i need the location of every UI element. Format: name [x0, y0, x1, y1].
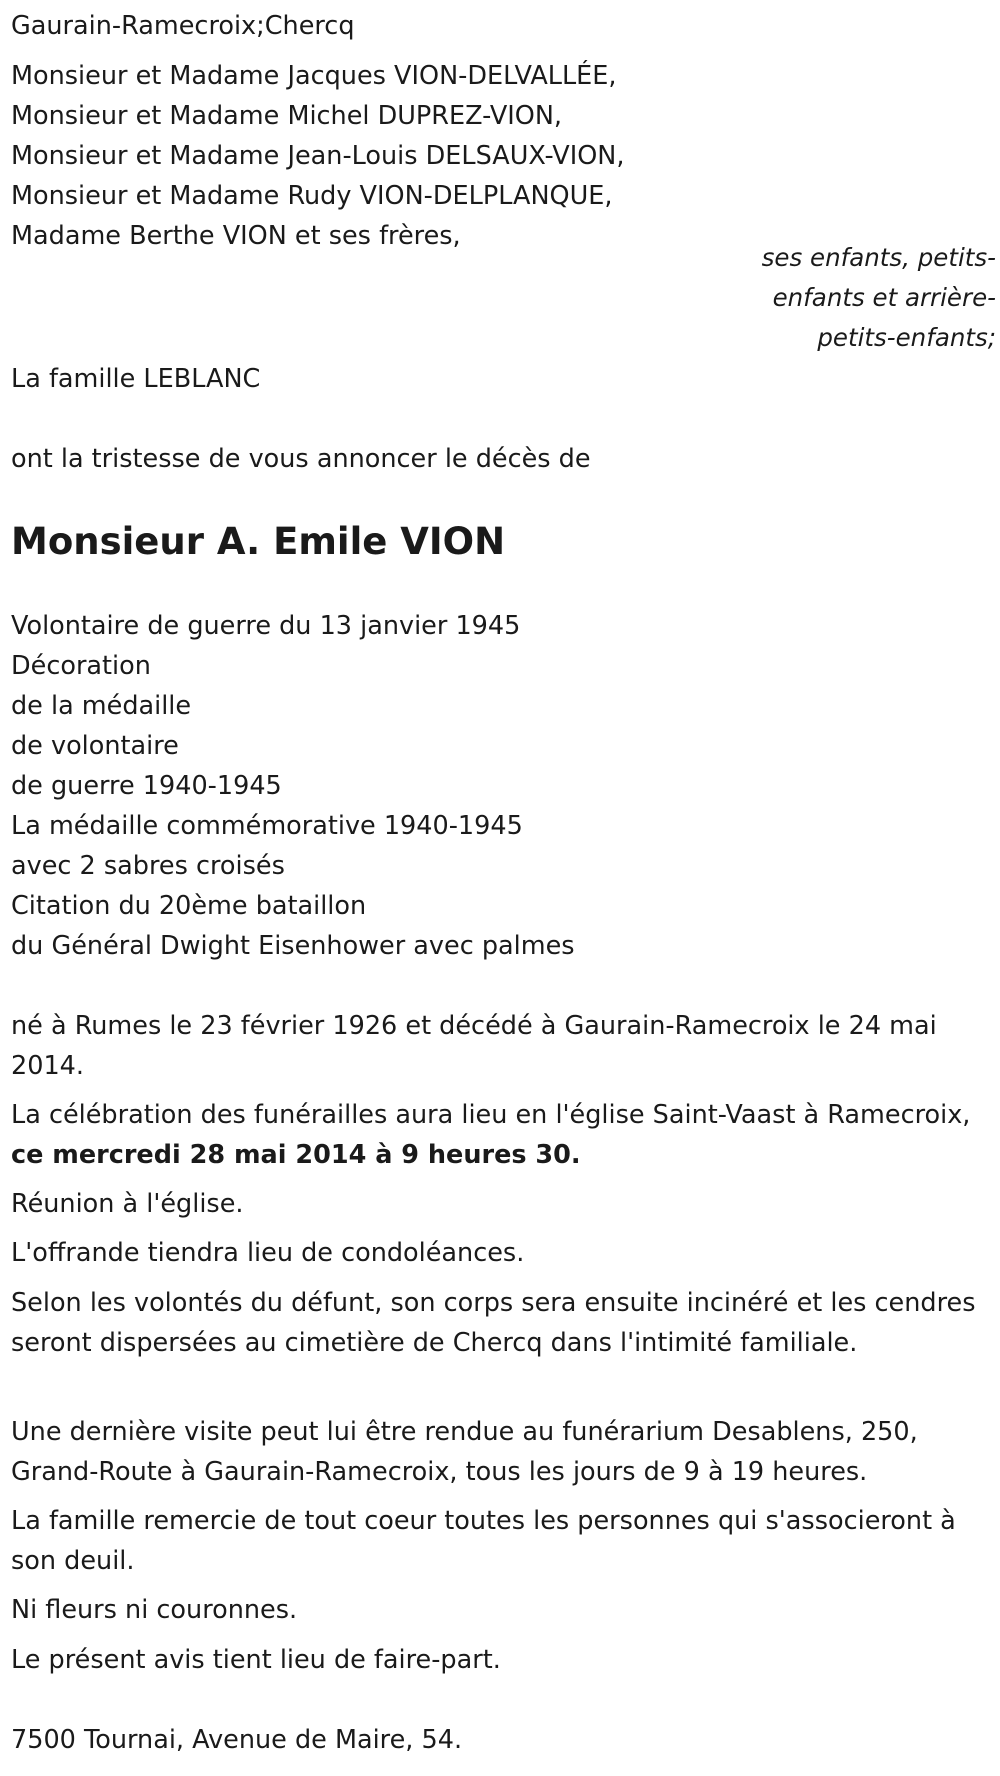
- honor-line: du Général Dwight Eisenhower avec palmes: [11, 931, 575, 961]
- family-line: Monsieur et Madame Rudy VION-DELPLANQUE,: [11, 181, 613, 211]
- notice-text: Le présent avis tient lieu de faire-part.: [11, 1645, 501, 1675]
- honor-line: de la médaille: [11, 691, 192, 721]
- honor-line: La médaille commémorative 1940-1945: [11, 811, 523, 841]
- honor-line: Décoration: [11, 651, 151, 681]
- family-line: Madame Berthe VION et ses frères,: [11, 221, 461, 251]
- family-line: Monsieur et Madame Jean-Louis DELSAUX-VION,: [11, 141, 625, 171]
- cremation-text: Selon les volontés du défunt, son corps sera ensuite incinéré et les cendres seront dispersées au cimetière de Chercq dans l'intimité familiale.: [11, 1288, 976, 1358]
- family-line: Monsieur et Madame Michel DUPREZ-VION,: [11, 101, 563, 131]
- honor-line: avec 2 sabres croisés: [11, 851, 285, 881]
- offering-text: L'offrande tiendra lieu de condoléances.: [11, 1238, 525, 1268]
- deceased-name: Monsieur A. Emile VION: [11, 520, 506, 563]
- meeting-text: Réunion à l'église.: [11, 1189, 244, 1219]
- funeral-time: ce mercredi 28 mai 2014 à 9 heures 30.: [11, 1140, 581, 1170]
- honors-list: [11, 606, 575, 966]
- birth-death-text: né à Rumes le 23 février 1926 et décédé à Gaurain-Ramecroix le 24 mai 2014.: [11, 1011, 937, 1081]
- visit-text: Une dernière visite peut lui être rendue au funérarium Desablens, 250, Grand-Route à Gaurain-Ramecroix, tous les jours de 9 à 19 heures.: [11, 1417, 918, 1487]
- thanks-text: La famille remercie de tout coeur toutes les personnes qui s'associeront à son deuil.: [11, 1506, 956, 1576]
- places-header: Gaurain-Ramecroix;Chercq: [11, 11, 355, 41]
- family-list: [11, 56, 624, 256]
- address-text: 7500 Tournai, Avenue de Maire, 54.: [11, 1725, 463, 1755]
- announcement-text: ont la tristesse de vous annoncer le décès de: [11, 444, 591, 474]
- honor-line: Citation du 20ème bataillon: [11, 891, 367, 921]
- family-line: Monsieur et Madame Jacques VION-DELVALLÉE,: [11, 61, 617, 91]
- honor-line: de volontaire: [11, 731, 179, 761]
- flowers-text: Ni fleurs ni couronnes.: [11, 1595, 298, 1625]
- honor-line: Volontaire de guerre du 13 janvier 1945: [11, 611, 521, 641]
- honor-line: de guerre 1940-1945: [11, 771, 282, 801]
- descendants-note: ses enfants, petits- enfants et arrière- petits-enfants;: [761, 243, 996, 352]
- family-leblanc: La famille LEBLANC: [11, 364, 261, 394]
- funeral-text: La célébration des funérailles aura lieu en l'église Saint-Vaast à Ramecroix, ce mercredi 28 mai 2014 à 9 heures 30.: [11, 1100, 971, 1170]
